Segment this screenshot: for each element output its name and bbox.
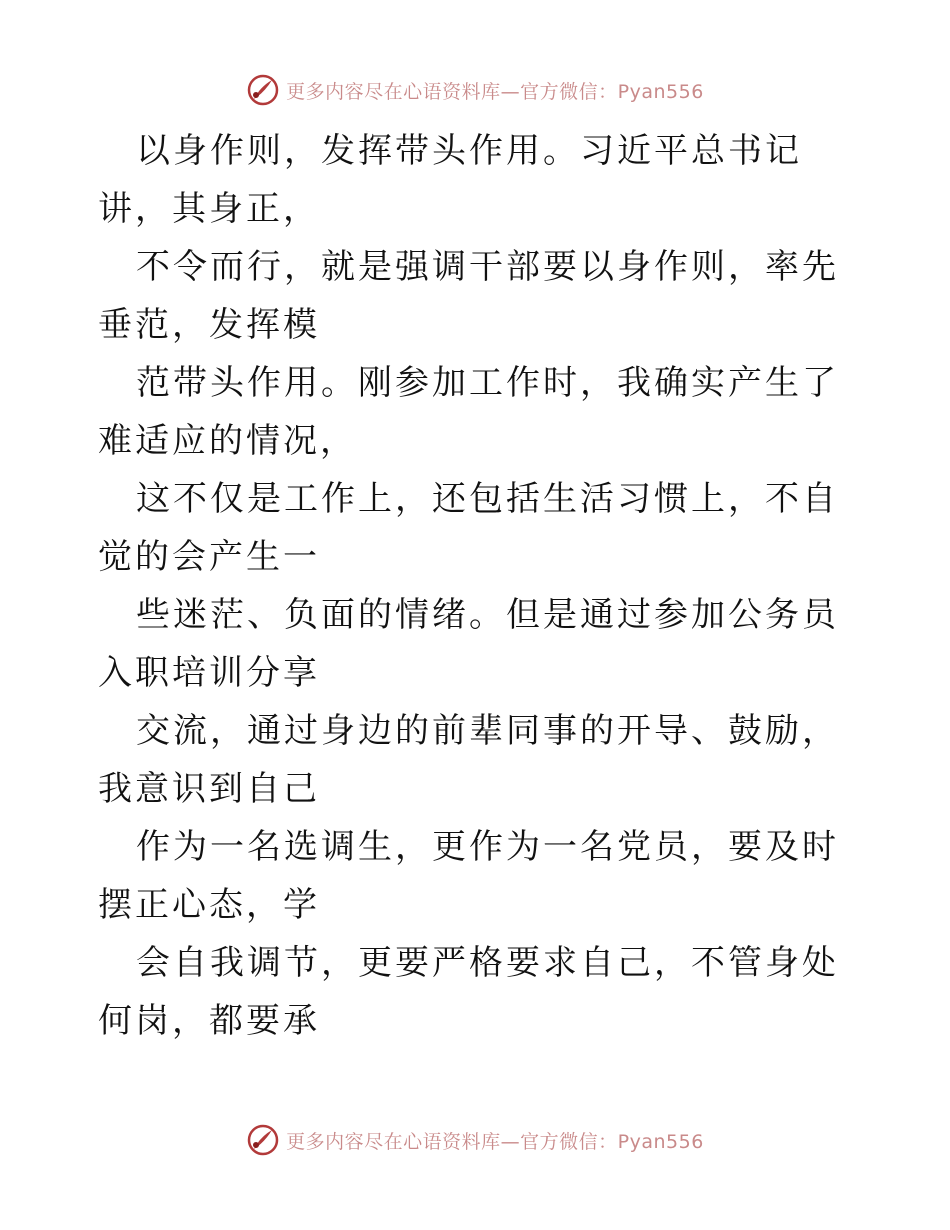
paragraph: 不令而行，就是强调干部要以身作则，率先垂范，发挥模 — [98, 247, 839, 345]
header-watermark — [0, 70, 950, 110]
watermark-text: 更多内容尽在心语资料库—官方微信：Pyan556 — [286, 80, 704, 103]
quill-logo-icon — [246, 1123, 280, 1157]
paragraph: 以身作则，发挥带头作用。习近平总书记讲，其身正， — [98, 131, 802, 229]
paragraph: 作为一名选调生，更作为一名党员，要及时摆正心态，学 — [98, 827, 839, 925]
paragraph: 范带头作用。刚参加工作时，我确实产生了难适应的情况， — [98, 363, 839, 461]
paragraph: 会自我调节，更要严格要求自己，不管身处何岗，都要承 — [98, 943, 839, 1041]
footer-watermark — [0, 1120, 950, 1160]
quill-logo-icon — [246, 73, 280, 107]
paragraph: 交流，通过身边的前辈同事的开导、鼓励，我意识到自己 — [98, 711, 839, 809]
paragraph: 这不仅是工作上，还包括生活习惯上，不自觉的会产生一 — [98, 479, 839, 577]
document-body — [98, 122, 858, 1050]
watermark-text: 更多内容尽在心语资料库—官方微信：Pyan556 — [286, 1130, 704, 1153]
paragraph: 些迷茫、负面的情绪。但是通过参加公务员入职培训分享 — [98, 595, 839, 693]
